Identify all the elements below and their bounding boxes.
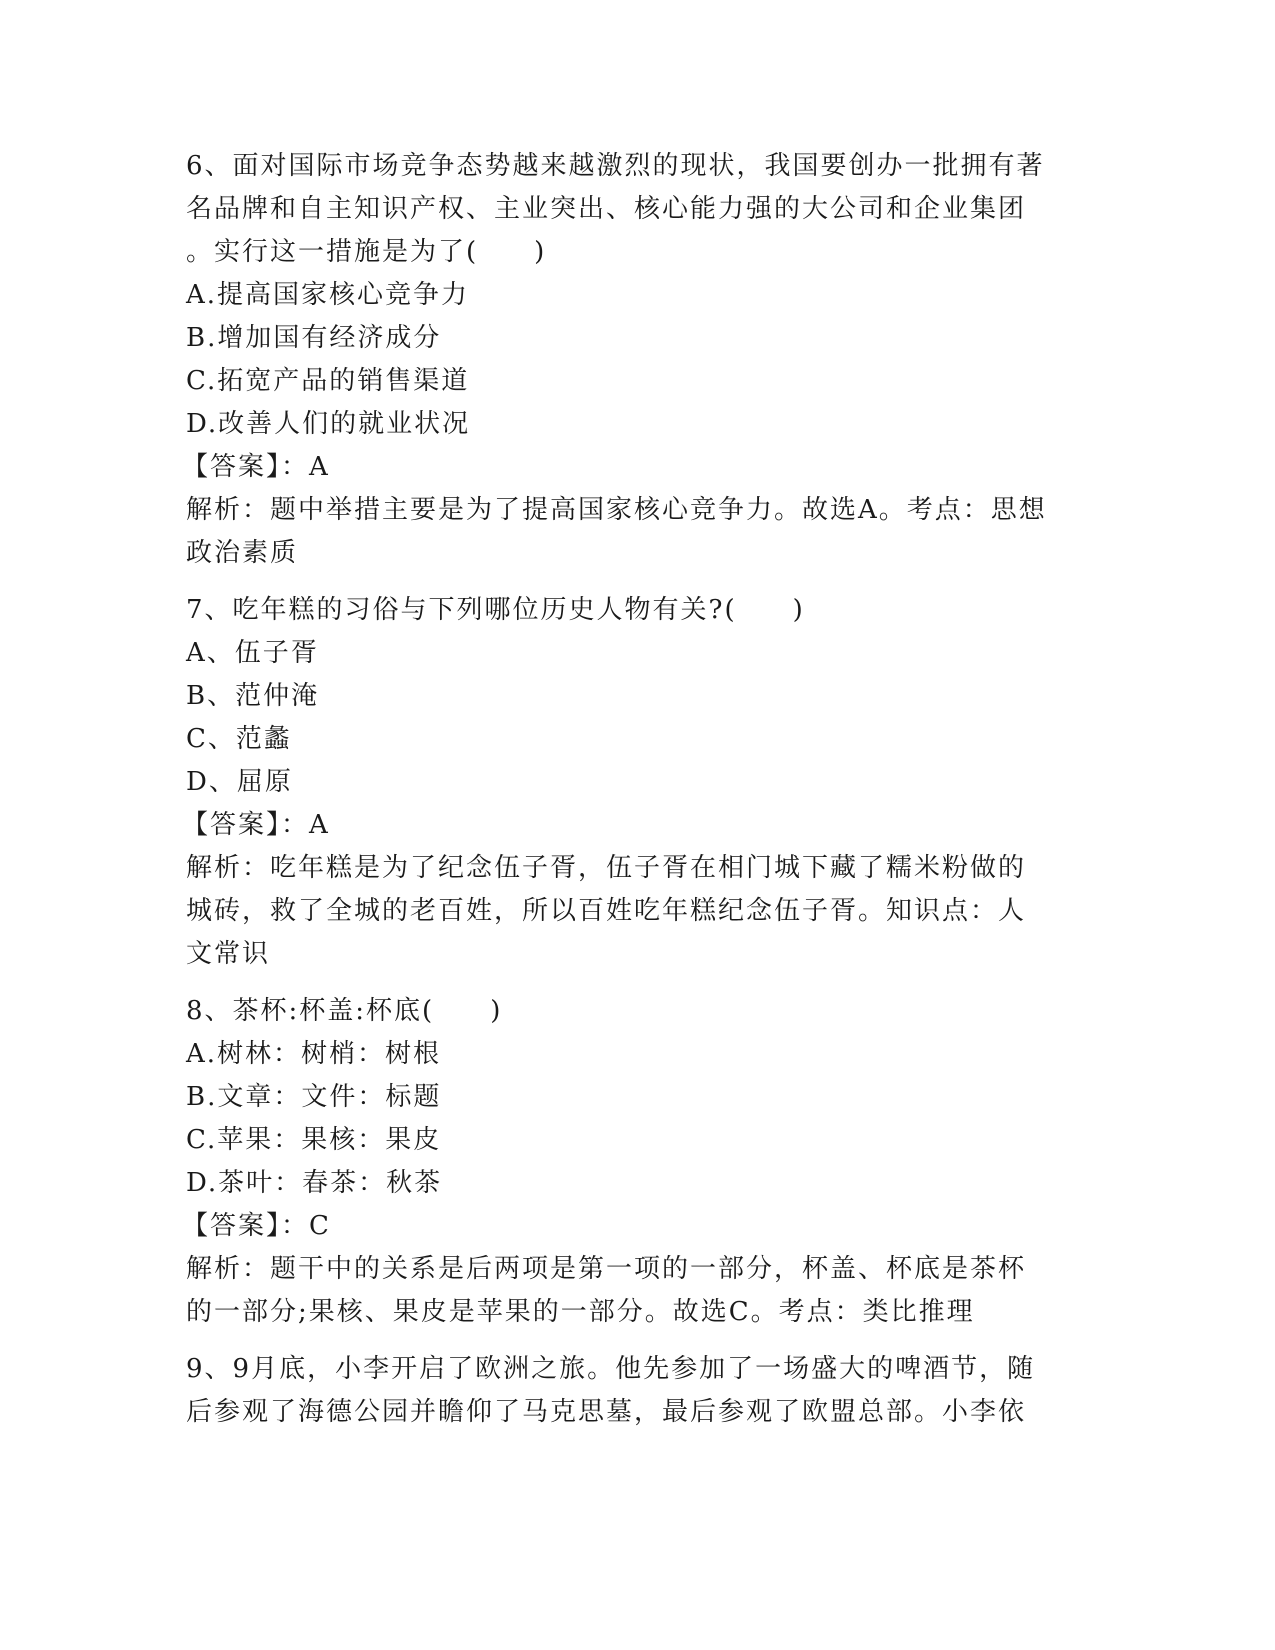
analysis-line: 解析：题干中的关系是后两项是第一项的一部分，杯盖、杯底是茶杯 xyxy=(186,1254,1027,1284)
question-stem-line: 后参观了海德公园并瞻仰了马克思墓，最后参观了欧盟总部。小李依 xyxy=(186,1397,1027,1427)
option-d: D.改善人们的就业状况 xyxy=(186,409,471,439)
answer-line: 【答案】：A xyxy=(182,452,330,482)
answer-line: 【答案】：C xyxy=(182,1211,331,1241)
question-stem-line: 8、茶杯:杯盖:杯底( ) xyxy=(186,996,503,1026)
answer-line: 【答案】：A xyxy=(182,810,330,840)
question-7 xyxy=(182,589,1086,976)
analysis-line: 文常识 xyxy=(186,939,271,969)
question-9 xyxy=(186,1348,1086,1434)
option-a: A、伍子胥 xyxy=(186,638,319,668)
option-c: C.拓宽产品的销售渠道 xyxy=(186,366,470,396)
question-8 xyxy=(182,990,1086,1334)
option-c: C.苹果：果核：果皮 xyxy=(186,1125,442,1155)
option-d: D.茶叶：春茶：秋茶 xyxy=(186,1168,443,1198)
question-stem-line: 9、9月底，小李开启了欧洲之旅。他先参加了一场盛大的啤酒节，随 xyxy=(186,1354,1036,1384)
option-d: D、屈原 xyxy=(186,767,293,797)
analysis-line: 解析：吃年糕是为了纪念伍子胥，伍子胥在相门城下藏了糯米粉做的 xyxy=(186,853,1027,883)
analysis-line: 的一部分;果核、果皮是苹果的一部分。故选C。考点：类比推理 xyxy=(186,1297,975,1327)
option-b: B.文章：文件：标题 xyxy=(186,1082,442,1112)
question-stem-line: 名品牌和自主知识产权、主业突出、核心能力强的大公司和企业集团 xyxy=(186,194,1027,224)
analysis-line: 解析：题中举措主要是为了提高国家核心竞争力。故选A。考点：思想 xyxy=(186,495,1047,525)
question-6 xyxy=(182,145,1086,575)
option-a: A.提高国家核心竞争力 xyxy=(186,280,470,310)
option-b: B、范仲淹 xyxy=(186,681,320,711)
analysis-line: 政治素质 xyxy=(186,538,299,568)
option-c: C、范蠡 xyxy=(186,724,292,754)
question-stem-line: 。实行这一措施是为了( ) xyxy=(186,237,547,267)
question-stem-line: 7、吃年糕的习俗与下列哪位历史人物有关?( ) xyxy=(186,595,805,625)
question-list xyxy=(182,145,1086,1448)
option-b: B.增加国有经济成分 xyxy=(186,323,442,353)
option-a: A.树林：树梢：树根 xyxy=(186,1039,442,1069)
question-stem-line: 6、面对国际市场竞争态势越来越激烈的现状，我国要创办一批拥有著 xyxy=(186,151,1045,181)
analysis-line: 城砖，救了全城的老百姓，所以百姓吃年糕纪念伍子胥。知识点：人 xyxy=(186,896,1027,926)
